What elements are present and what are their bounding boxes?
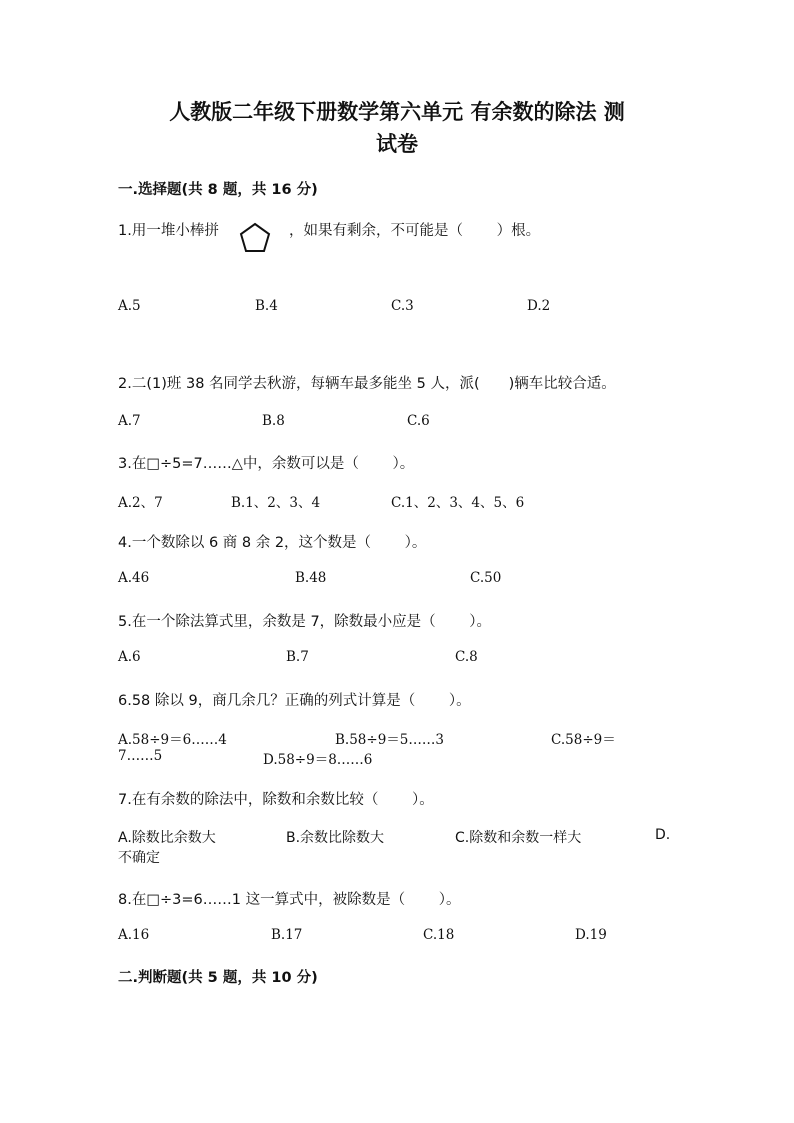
question-8-option-d[interactable]: D.19	[575, 927, 607, 943]
section-heading-judge: 二.判断题(共 5 题，共 10 分)	[118, 970, 318, 986]
question-6-option-b[interactable]: B.58÷9＝5……3	[335, 732, 444, 748]
question-8-option-b[interactable]: B.17	[271, 927, 303, 943]
question-4-option-b[interactable]: B.48	[295, 570, 327, 586]
question-7-option-a[interactable]: A.除数比余数大	[118, 830, 216, 846]
question-7-option-b[interactable]: B.余数比除数大	[286, 830, 385, 846]
page-title	[118, 96, 676, 160]
question-1-option-a[interactable]: A.5	[118, 298, 141, 314]
pentagon-icon	[237, 220, 273, 256]
question-4-text: 4.一个数除以 6 商 8 余 2，这个数是（ ）。	[118, 535, 427, 551]
question-6-option-a[interactable]: A.58÷9＝6……4	[118, 732, 227, 748]
question-3-option-c[interactable]: C.1、2、3、4、5、6	[391, 495, 525, 511]
question-7-option-d-continued[interactable]: 不确定	[118, 850, 160, 866]
question-2-text: 2.二(1)班 38 名同学去秋游，每辆车最多能坐 5 人，派( )辆车比较合适。	[118, 376, 616, 392]
section-heading-choice: 一.选择题(共 8 题，共 16 分)	[118, 182, 318, 198]
question-3-option-a[interactable]: A.2、7	[118, 495, 163, 511]
question-1-text-after: ，如果有剩余，不可能是（ ）根。	[289, 223, 541, 239]
question-4-option-c[interactable]: C.50	[470, 570, 502, 586]
question-6-option-d[interactable]: D.58÷9＝8……6	[263, 752, 373, 768]
question-8-text: 8.在□÷3=6……1 这一算式中，被除数是（ ）。	[118, 892, 461, 908]
question-1-text-before: 1.用一堆小棒拼	[118, 223, 219, 239]
question-5-option-a[interactable]: A.6	[118, 649, 141, 665]
question-7-option-d[interactable]: D.	[655, 827, 671, 843]
question-7-text: 7.在有余数的除法中，除数和余数比较（ ）。	[118, 792, 434, 808]
question-6-text: 6.58 除以 9，商几余几？正确的列式计算是（ ）。	[118, 693, 471, 709]
page-title-line1: 人教版二年级下册数学第六单元 有余数的除法 测	[169, 99, 625, 124]
question-8-option-a[interactable]: A.16	[118, 927, 150, 943]
question-1-option-b[interactable]: B.4	[255, 298, 278, 314]
question-3-option-b[interactable]: B.1、2、3、4	[231, 495, 321, 511]
question-5-option-b[interactable]: B.7	[286, 649, 309, 665]
question-2-option-b[interactable]: B.8	[262, 413, 285, 429]
page-title-line2: 试卷	[376, 131, 418, 156]
question-6-option-c-continued[interactable]: 7……5	[118, 748, 163, 764]
question-7-option-c[interactable]: C.除数和余数一样大	[455, 830, 582, 846]
question-2-option-c[interactable]: C.6	[407, 413, 430, 429]
question-1-option-d[interactable]: D.2	[527, 298, 551, 314]
question-1-option-c[interactable]: C.3	[391, 298, 414, 314]
question-5-option-c[interactable]: C.8	[455, 649, 478, 665]
question-4-option-a[interactable]: A.46	[118, 570, 150, 586]
question-8-option-c[interactable]: C.18	[423, 927, 455, 943]
question-6-option-c[interactable]: C.58÷9＝	[551, 732, 616, 748]
question-5-text: 5.在一个除法算式里，余数是 7，除数最小应是（ ）。	[118, 614, 492, 630]
question-3-text: 3.在□÷5=7……△中，余数可以是（ ）。	[118, 456, 415, 472]
question-2-option-a[interactable]: A.7	[118, 413, 141, 429]
